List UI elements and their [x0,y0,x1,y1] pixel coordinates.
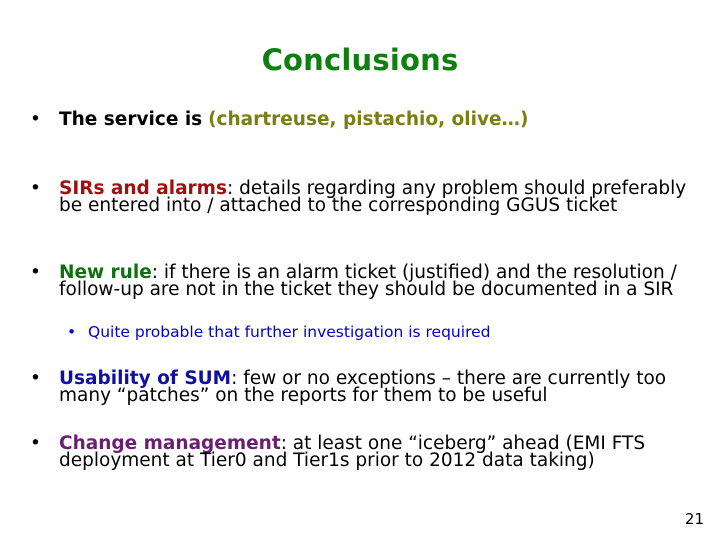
bullet-text [59,264,690,298]
bullet-text [59,180,690,214]
bullet-body: : few or no exceptions – there are currently too many “patches” on the reports for them to be useful [59,368,667,406]
bullet-label: SIRs and alarms [59,178,227,199]
bullet-dot-icon: • [30,109,41,130]
bullet-body: : if there is an alarm ticket (justified) and the resolution / follow-up are not in the ticket they should be documented in a SIR [59,262,677,300]
bullet-dot-icon: • [30,368,41,389]
sub-bullet-dot-icon: • [67,323,77,341]
sub-bullet-investigation [67,324,687,341]
bullet-dot-icon: • [30,433,41,454]
bullet-sirs-alarms [30,180,690,214]
bullet-text [59,435,690,469]
bullet-label: New rule [59,262,152,283]
bullet-text [59,111,690,128]
bullet-text [59,370,690,404]
bullet-service-status [30,111,690,128]
sub-bullet-text: Quite probable that further investigation is required [88,323,491,341]
page-number: 21 [684,510,704,528]
bullet-change-management [30,435,690,469]
bullet-usability-sum [30,370,690,404]
bullet-body: : details regarding any problem should preferably be entered into / attached to the corresponding GGUS ticket [59,178,687,216]
bullet-label: Usability of SUM [59,368,232,389]
bullet-dot-icon: • [30,262,41,283]
bullet-body: : at least one “iceberg” ahead (EMI FTS deployment at Tier0 and Tier1s prior to 2012 data taking) [59,433,646,471]
bullet-new-rule [30,264,690,298]
bullet-dot-icon: • [30,178,41,199]
bullet-label: Change management [59,433,281,454]
bullet-colored-status: (chartreuse, pistachio, olive…) [208,109,529,130]
bullet-lead: The service is [59,109,203,130]
slide-title: Conclusions [261,43,459,77]
